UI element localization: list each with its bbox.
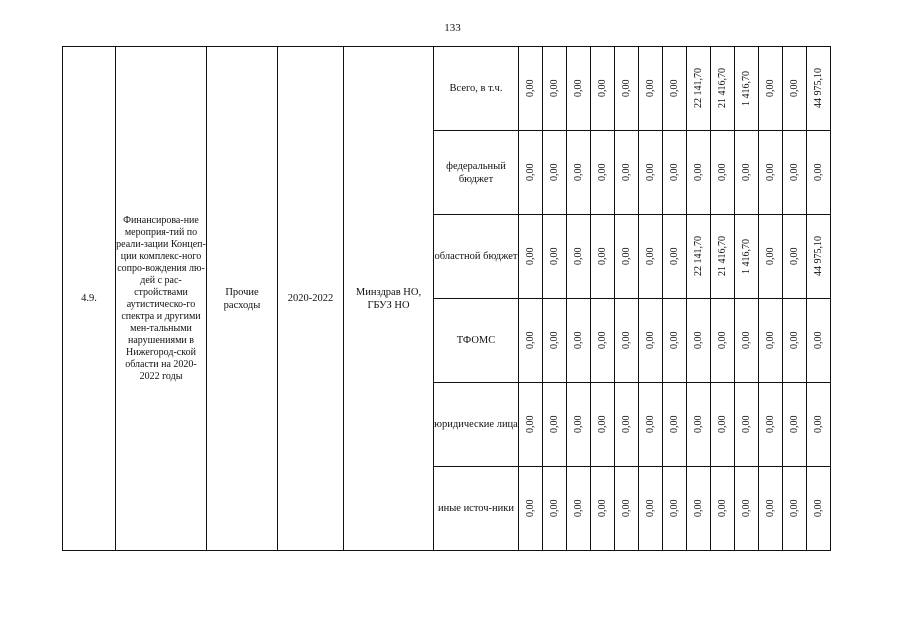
value-cell: [543, 131, 567, 215]
value-cell: [615, 467, 639, 551]
value-text: 0,00: [765, 247, 776, 266]
value-cell: [591, 131, 615, 215]
value-text: 0,00: [741, 499, 752, 518]
value-cell: [687, 299, 711, 383]
value-cell: [639, 383, 663, 467]
value-text: 0,00: [741, 163, 752, 182]
value-text: 0,00: [645, 163, 656, 182]
value-text: 0,00: [645, 247, 656, 266]
value-text: 0,00: [693, 415, 704, 434]
value-cell: [759, 215, 783, 299]
value-text: 0,00: [741, 331, 752, 350]
value-cell: [639, 47, 663, 131]
value-cell: [807, 47, 831, 131]
value-cell: [663, 131, 687, 215]
value-text: 0,00: [549, 331, 560, 350]
value-text: 0,00: [789, 499, 800, 518]
value-cell: [735, 47, 759, 131]
source-label: областной бюджет: [434, 215, 519, 299]
value-cell: [687, 131, 711, 215]
budget-table: [62, 46, 831, 551]
value-cell: [735, 131, 759, 215]
value-text: 0,00: [597, 247, 608, 266]
value-cell: [567, 299, 591, 383]
value-cell: [687, 215, 711, 299]
value-cell: [567, 47, 591, 131]
source-label: иные источ-ники: [434, 467, 519, 551]
value-cell: [639, 467, 663, 551]
value-cell: [519, 467, 543, 551]
value-text: 0,00: [549, 79, 560, 98]
period: 2020-2022: [278, 47, 344, 551]
value-text: 0,00: [597, 499, 608, 518]
value-text: 0,00: [645, 415, 656, 434]
expense-type: Прочие расходы: [207, 47, 278, 551]
value-cell: [615, 215, 639, 299]
value-text: 0,00: [669, 331, 680, 350]
value-cell: [807, 467, 831, 551]
value-text: 22 141,70: [693, 236, 704, 277]
value-cell: [711, 131, 735, 215]
value-text: 0,00: [621, 499, 632, 518]
value-text: 0,00: [621, 79, 632, 98]
value-text: 0,00: [789, 247, 800, 266]
value-text: 0,00: [525, 79, 536, 98]
value-cell: [591, 467, 615, 551]
value-cell: [663, 47, 687, 131]
value-text: 0,00: [813, 331, 824, 350]
value-cell: [663, 299, 687, 383]
value-text: 0,00: [645, 79, 656, 98]
value-cell: [519, 131, 543, 215]
value-text: 0,00: [597, 163, 608, 182]
value-cell: [639, 299, 663, 383]
value-text: 0,00: [813, 163, 824, 182]
value-cell: [807, 383, 831, 467]
value-text: 0,00: [525, 499, 536, 518]
value-text: 0,00: [621, 247, 632, 266]
value-cell: [615, 47, 639, 131]
value-cell: [663, 215, 687, 299]
value-cell: [687, 47, 711, 131]
value-text: 0,00: [597, 331, 608, 350]
value-text: 0,00: [669, 247, 680, 266]
value-text: 0,00: [789, 79, 800, 98]
source-label: юридические лица: [434, 383, 519, 467]
value-text: 44 975,10: [813, 68, 824, 109]
value-cell: [711, 47, 735, 131]
value-cell: [807, 215, 831, 299]
source-label: ТФОМС: [434, 299, 519, 383]
value-text: 0,00: [717, 331, 728, 350]
value-text: 0,00: [765, 415, 776, 434]
value-cell: [783, 47, 807, 131]
value-text: 0,00: [621, 163, 632, 182]
value-text: 0,00: [669, 79, 680, 98]
value-text: 0,00: [573, 331, 584, 350]
value-cell: [543, 467, 567, 551]
value-text: 0,00: [789, 163, 800, 182]
value-cell: [591, 383, 615, 467]
value-text: 0,00: [669, 163, 680, 182]
value-text: 0,00: [573, 163, 584, 182]
value-text: 0,00: [597, 415, 608, 434]
value-text: 0,00: [693, 499, 704, 518]
value-text: 1 416,70: [741, 71, 752, 106]
value-cell: [663, 467, 687, 551]
value-cell: [759, 47, 783, 131]
value-cell: [591, 47, 615, 131]
value-text: 0,00: [573, 247, 584, 266]
value-cell: [759, 467, 783, 551]
measure-title: Финансирова-ние мероприя-тий по реали-зации Концеп-ции комплекс-ного сопро-вождения лю-дей с рас-стройствами аутистическо-го спектра и другими мен-тальными нарушениями в Нижегород-ской области на 2020-2022 годы: [116, 47, 207, 551]
value-text: 0,00: [573, 415, 584, 434]
value-cell: [519, 215, 543, 299]
value-text: 44 975,10: [813, 236, 824, 277]
page-number: 133: [444, 22, 461, 34]
value-text: 0,00: [549, 415, 560, 434]
value-cell: [567, 383, 591, 467]
value-text: 0,00: [525, 163, 536, 182]
value-text: 0,00: [789, 331, 800, 350]
value-cell: [735, 467, 759, 551]
value-cell: [519, 383, 543, 467]
value-text: 21 416,70: [717, 68, 728, 109]
value-cell: [735, 215, 759, 299]
value-text: 0,00: [525, 247, 536, 266]
value-text: 0,00: [669, 499, 680, 518]
value-cell: [567, 467, 591, 551]
value-cell: [519, 299, 543, 383]
row-number: 4.9.: [63, 47, 116, 551]
value-cell: [591, 215, 615, 299]
value-cell: [687, 383, 711, 467]
value-cell: [543, 215, 567, 299]
value-cell: [519, 47, 543, 131]
value-cell: [807, 131, 831, 215]
value-text: 0,00: [621, 331, 632, 350]
value-cell: [807, 299, 831, 383]
value-cell: [735, 383, 759, 467]
value-text: 0,00: [789, 415, 800, 434]
value-text: 0,00: [549, 499, 560, 518]
value-text: 1 416,70: [741, 239, 752, 274]
value-cell: [591, 299, 615, 383]
value-text: 0,00: [765, 499, 776, 518]
value-text: 21 416,70: [717, 236, 728, 277]
value-text: 0,00: [813, 415, 824, 434]
value-cell: [783, 131, 807, 215]
value-text: 0,00: [693, 331, 704, 350]
value-cell: [639, 131, 663, 215]
value-cell: [711, 467, 735, 551]
value-cell: [759, 131, 783, 215]
value-cell: [735, 299, 759, 383]
value-text: 0,00: [525, 415, 536, 434]
value-text: 0,00: [717, 499, 728, 518]
value-text: 0,00: [741, 415, 752, 434]
value-cell: [639, 215, 663, 299]
value-cell: [615, 131, 639, 215]
budget-table-body: [63, 47, 831, 551]
value-cell: [567, 215, 591, 299]
value-cell: [543, 299, 567, 383]
value-text: 0,00: [549, 163, 560, 182]
value-cell: [783, 215, 807, 299]
value-text: 0,00: [669, 415, 680, 434]
value-text: 0,00: [693, 163, 704, 182]
value-cell: [711, 215, 735, 299]
value-cell: [783, 299, 807, 383]
value-text: 0,00: [549, 247, 560, 266]
value-cell: [663, 383, 687, 467]
value-text: 0,00: [813, 499, 824, 518]
value-text: 0,00: [525, 331, 536, 350]
value-text: 0,00: [645, 499, 656, 518]
value-text: 0,00: [645, 331, 656, 350]
value-cell: [615, 383, 639, 467]
value-cell: [711, 383, 735, 467]
executor: Минздрав НО, ГБУЗ НО: [344, 47, 434, 551]
value-text: 0,00: [573, 499, 584, 518]
value-text: 0,00: [597, 79, 608, 98]
value-cell: [783, 383, 807, 467]
value-text: 0,00: [765, 331, 776, 350]
value-text: 0,00: [717, 415, 728, 434]
value-cell: [759, 299, 783, 383]
value-cell: [567, 131, 591, 215]
table-row: [63, 47, 831, 131]
source-label: федеральный бюджет: [434, 131, 519, 215]
source-label: Всего, в т.ч.: [434, 47, 519, 131]
value-text: 0,00: [573, 79, 584, 98]
value-text: 22 141,70: [693, 68, 704, 109]
value-cell: [687, 467, 711, 551]
value-cell: [543, 47, 567, 131]
value-text: 0,00: [621, 415, 632, 434]
value-cell: [711, 299, 735, 383]
value-cell: [759, 383, 783, 467]
value-text: 0,00: [765, 163, 776, 182]
value-cell: [543, 383, 567, 467]
value-text: 0,00: [717, 163, 728, 182]
value-cell: [615, 299, 639, 383]
value-cell: [783, 467, 807, 551]
value-text: 0,00: [765, 79, 776, 98]
